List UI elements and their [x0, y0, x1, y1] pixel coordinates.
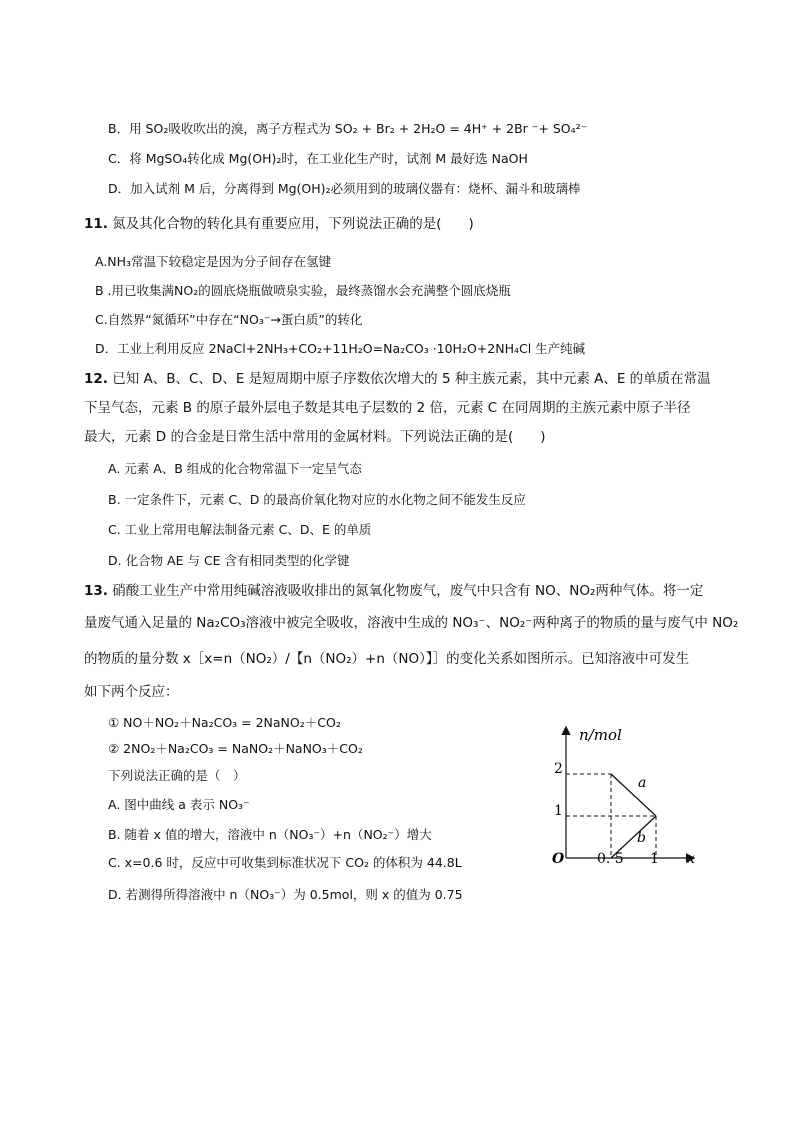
q13-stem-line4: 如下两个反应： [84, 684, 179, 700]
y-tick-2: 2 [554, 761, 563, 777]
q13-option-c: C. x=0.6 时，反应中可收集到标准状况下 CO₂ 的体积为 44.8L [108, 855, 462, 870]
q12-number: 12. [84, 371, 108, 387]
q12-stem-row [84, 370, 711, 388]
q11-stem: 氮及其化合物的转化具有重要应用，下列说法正确的是( ) [112, 216, 474, 232]
origin-label: O [552, 851, 565, 867]
q10-option-d: D．加入试剂 M 后，分离得到 Mg(OH)₂必须用到的玻璃仪器有：烧杯、漏斗和玻璃棒 [108, 181, 581, 196]
x-tick-1: 1 [650, 851, 659, 867]
q11-option-c: C.自然界“氮循环”中存在“NO₃⁻→蛋白质”的转化 [95, 312, 363, 327]
q12-option-d: D. 化合物 AE 与 CE 含有相同类型的化学键 [108, 553, 350, 568]
q11-stem-row [84, 215, 474, 233]
q13-option-d: D. 若测得所得溶液中 n（NO₃⁻）为 0.5mol，则 x 的值为 0.75 [108, 887, 463, 902]
q11-number: 11. [84, 216, 108, 232]
q12-stem-line3: 最大，元素 D 的合金是日常生活中常用的金属材料。下列说法正确的是( ) [84, 429, 546, 445]
q10-option-b: B．用 SO₂吸收吹出的溴，离子方程式为 SO₂ + Br₂ + 2H₂O = 4H⁺ + 2Br ⁻+ SO₄²⁻ [108, 121, 588, 136]
curve-b-label: b [637, 830, 646, 846]
q12-stem-line1: 已知 A、B、C、D、E 是短周期中原子序数依次增大的 5 种主族元素，其中元素 A、E 的单质在常温 [112, 371, 711, 387]
q12-option-c: C. 工业上常用电解法制备元素 C、D、E 的单质 [108, 522, 372, 537]
curve-a [611, 774, 656, 816]
q11-option-b: B .用已收集满NO₂的圆底烧瓶做喷泉实验，最终蒸馏水会充满整个圆底烧瓶 [95, 283, 511, 298]
q10-option-c: C．将 MgSO₄转化成 Mg(OH)₂时，在工业化生产时，试剂 M 最好选 NaOH [108, 151, 528, 166]
n-vs-x-graph [545, 720, 705, 870]
q11-option-d: D．工业上利用反应 2NaCl+2NH₃+CO₂+11H₂O=Na₂CO₃ ·10H₂O+2NH₄Cl 生产纯碱 [95, 341, 586, 356]
q13-number: 13. [84, 583, 108, 599]
q13-stem-line3: 的物质的量分数 x［x=n（NO₂）/【n（NO₂）+n（NO）】］的变化关系如图所示。已知溶液中可发生 [84, 651, 690, 667]
q13-option-a: A. 图中曲线 a 表示 NO₃⁻ [108, 797, 250, 812]
y-tick-1: 1 [554, 803, 563, 819]
q13-reaction-1: ① NO＋NO₂＋Na₂CO₃ = 2NaNO₂＋CO₂ [108, 715, 341, 730]
q12-stem-line2: 下呈气态，元素 B 的原子最外层电子数是其电子层数的 2 倍，元素 C 在同周期的主族元素中原子半径 [84, 400, 691, 416]
q13-option-b: B. 随着 x 值的增大，溶液中 n（NO₃⁻）+n（NO₂⁻）增大 [108, 827, 432, 842]
y-axis-label: n/mol [579, 726, 622, 744]
q13-stem-line1: 硝酸工业生产中常用纯碱溶液吸收排出的氮氧化物废气，废气中只含有 NO、NO₂两种气体。将一定 [112, 583, 704, 599]
q12-option-b: B. 一定条件下，元素 C、D 的最高价氧化物对应的水化物之间不能发生反应 [108, 492, 526, 507]
q13-stem-row [84, 582, 703, 600]
q12-option-a: A. 元素 A、B 组成的化合物常温下一定呈气态 [108, 461, 362, 476]
q11-option-a: A.NH₃常温下较稳定是因为分子间存在氢键 [95, 254, 332, 269]
q13-stem-line2: 量废气通入足量的 Na₂CO₃溶液中被完全吸收，溶液中生成的 NO₃⁻、NO₂⁻两种离子的物质的量与废气中 NO₂ [84, 615, 739, 631]
x-axis-label: x [687, 851, 695, 867]
x-tick-0.5: 0. 5 [597, 851, 624, 867]
q13-reaction-2: ② 2NO₂＋Na₂CO₃ = NaNO₂＋NaNO₃＋CO₂ [108, 741, 363, 756]
curve-a-label: a [638, 775, 647, 791]
q13-prompt: 下列说法正确的是（ ） [108, 768, 246, 783]
